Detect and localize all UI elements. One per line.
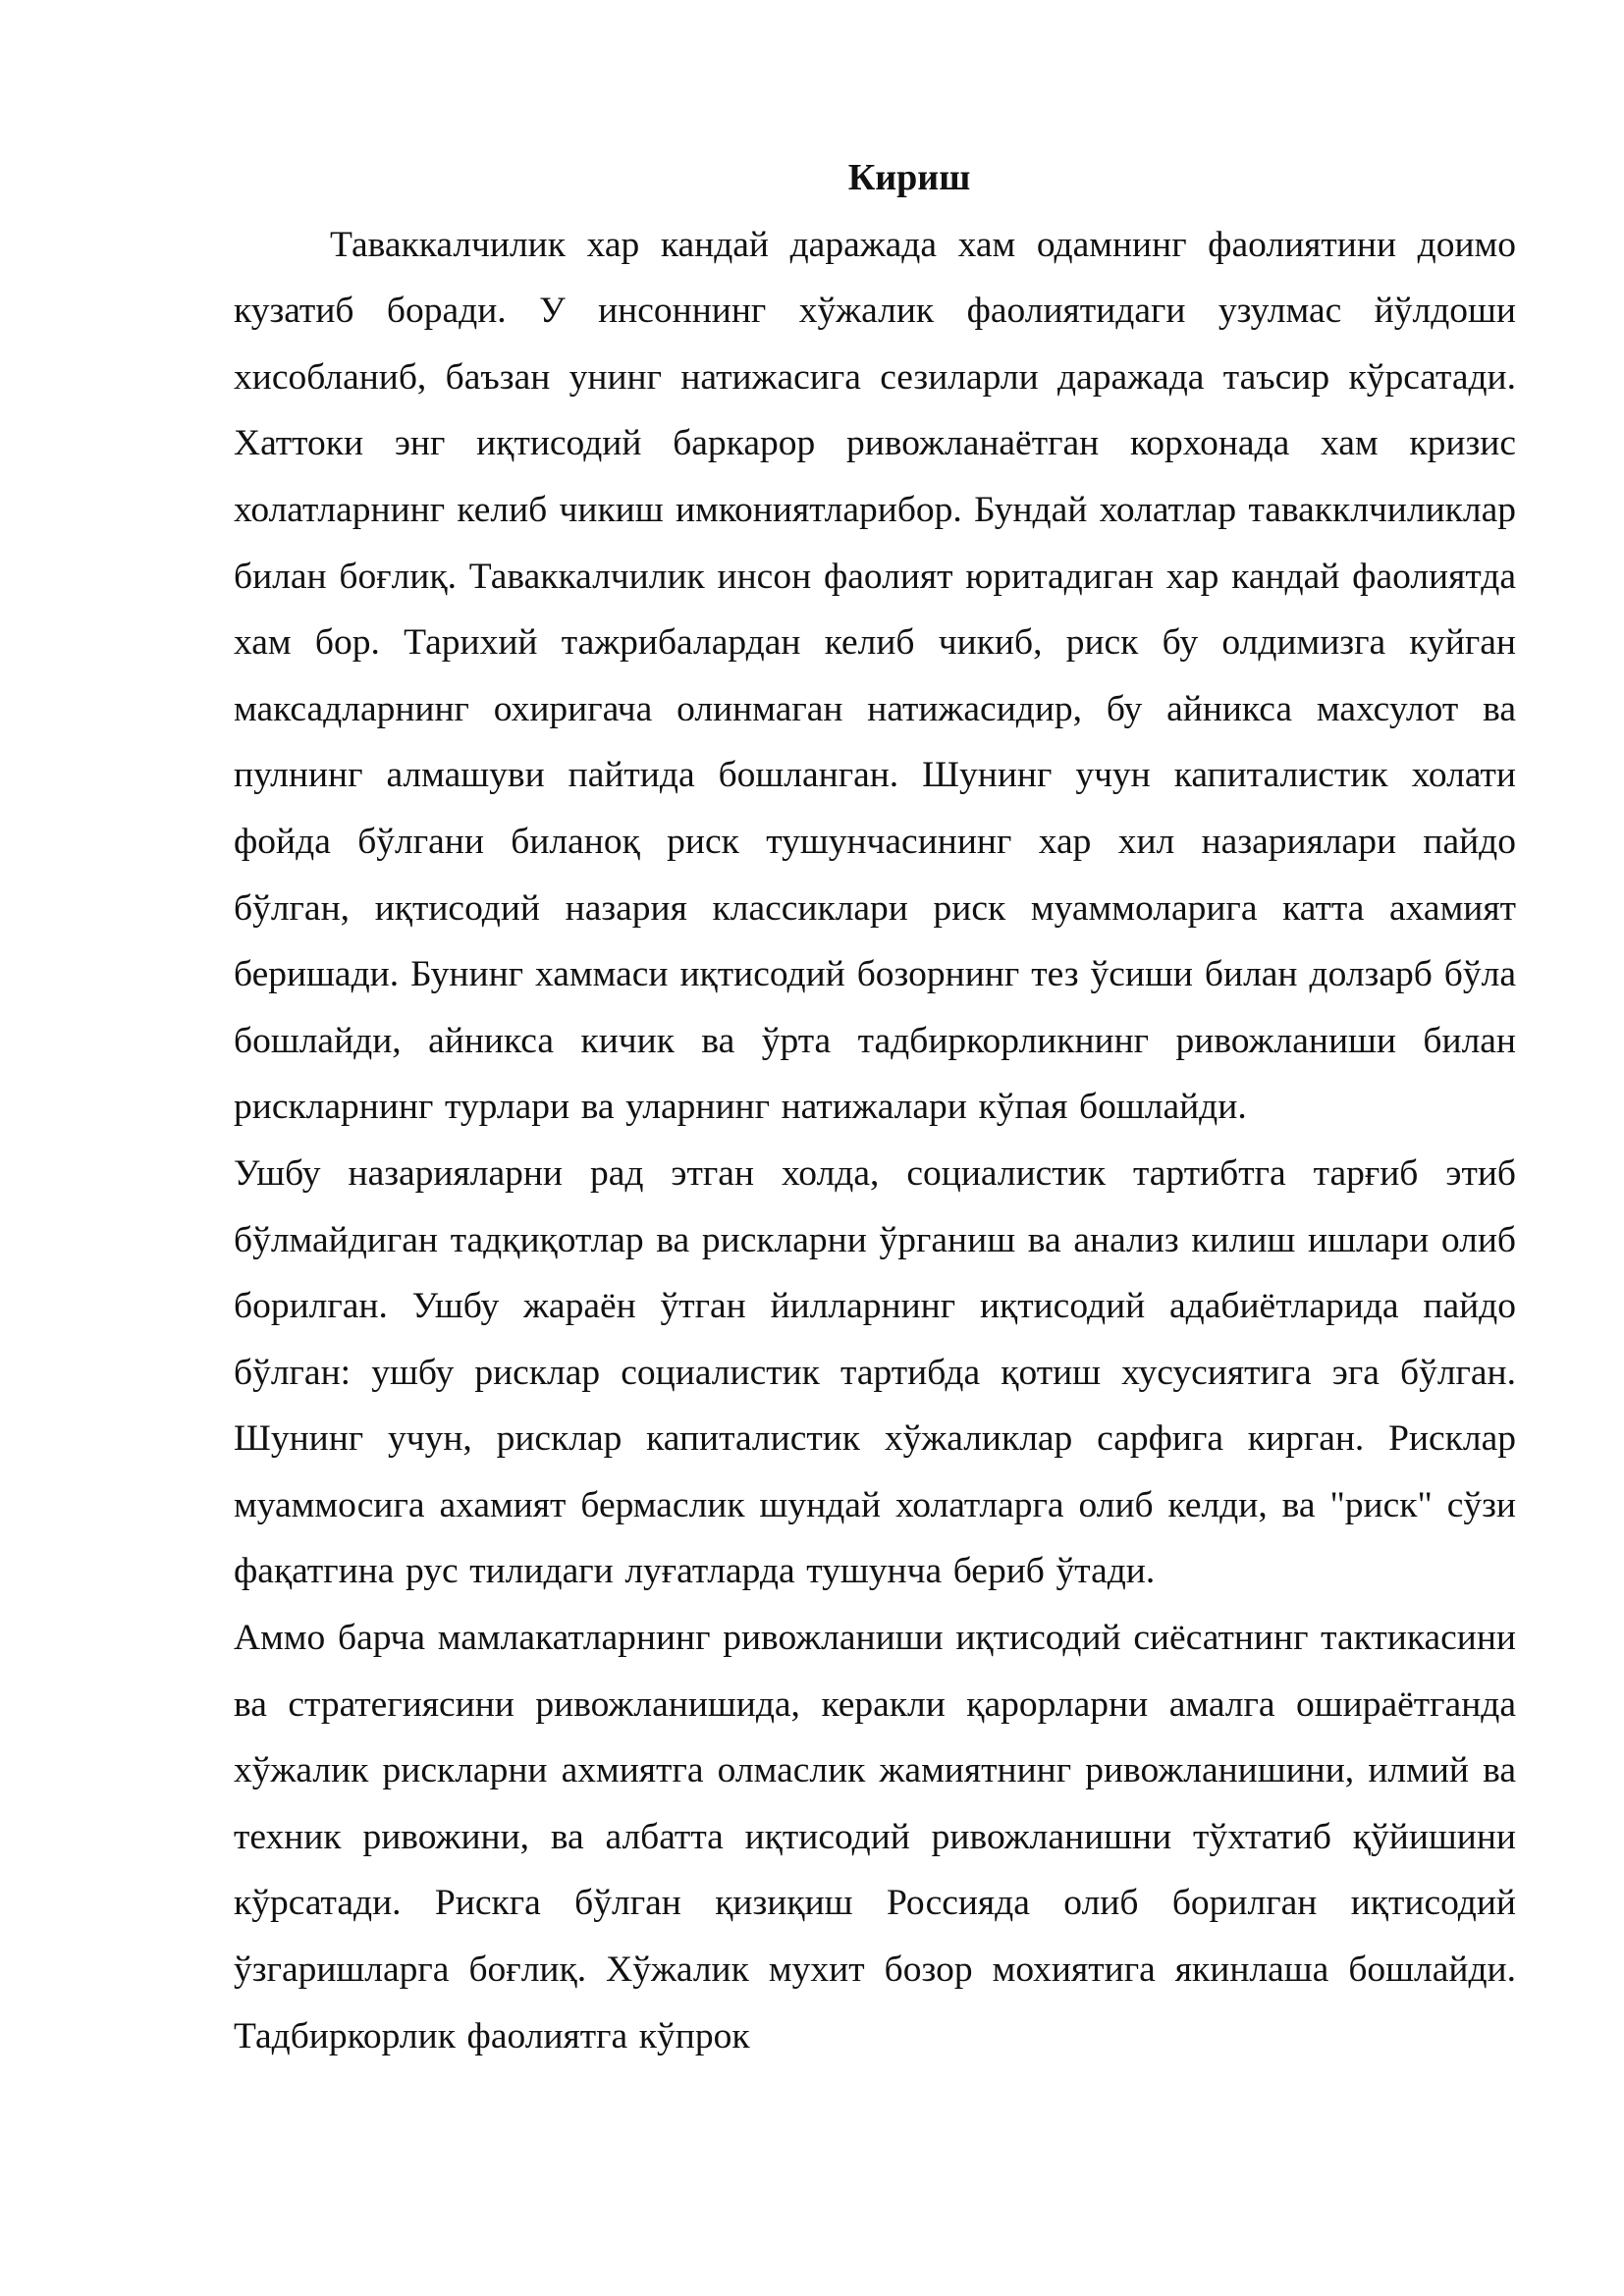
paragraph-development: Аммо барча мамлакатларнинг ривожланиши иқтисодий сиёсатнинг тактикасини ва стратегиясини ривожланишида, керакли қарорларни амалга ошираётганда хўжалик рискларни ахмиятга олмаслик жамиятнинг ривожланишини, илмий ва техник ривожини, ва албатта иқтисодий ривожланишни тўхтатиб қўйишини кўрсатади. Рискга бўлган қизиқиш Россияда олиб борилган иқтисодий ўзгаришларга боғлиқ. Хўжалик мухит бозор мохиятига якинлаша бошлайди. Тадбиркорлик фаолиятга кўпрок [234,1618,1516,2056]
document-body [234,145,1516,2069]
paragraph-intro: Таваккалчилик хар кандай даражада хам одамнинг фаолиятини доимо кузатиб боради. У инсоннинг хўжалик фаолиятидаги узулмас йўлдоши хисобланиб, баъзан унинг натижасига сезиларли даражада таъсир кўрсатади. Хаттоки энг иқтисодий баркарор ривожланаётган корхонада хам кризис холатларнинг келиб чикиш имкониятларибор. Бундай холатлар тавакклчиликлар билан боғлиқ. Таваккалчилик инсон фаолият юритадиган хар кандай фаолиятда хам бор. Тарихий тажрибалардан келиб чикиб, риск бу олдимизга куйган максадларнинг охиригача олинмаган натижасидир, бу айникса махсулот ва пулнинг алмашуви пайтида бошланган. Шунинг учун капиталистик холати фойда бўлгани биланоқ риск тушунчасининг хар хил назариялари пайдо бўлган, иқтисодий назария классиклари риск муаммоларига катта ахамият беришади. Бунинг хаммаси иқтисодий бозорнинг тез ўсиши билан долзарб бўла бошлайди, айникса кичик ва ўрта тадбиркорликнинг ривожланиши билан рискларнинг турлари ва уларнинг натижалари кўпая бошлайди. [234,224,1516,1128]
paragraph-theories: Ушбу назарияларни рад этган холда, социалистик тартибтга тарғиб этиб бўлмайдиган тадқиқотлар ва рискларни ўрганиш ва анализ килиш ишлари олиб борилган. Ушбу жараён ўтган йилларнинг иқтисодий адабиётларида пайдо бўлган: ушбу рисклар социалистик тартибда қотиш хусусиятига эга бўлган. Шунинг учун, рисклар капиталистик хўжаликлар сарфига кирган. Рисклар муаммосига ахамият бермаслик шундай холатларга олиб келди, ва "риск" сўзи фақатгина рус тилидаги луғатларда тушунча бериб ўтади. [234,1152,1516,1592]
document-title: Кириш [847,157,971,198]
